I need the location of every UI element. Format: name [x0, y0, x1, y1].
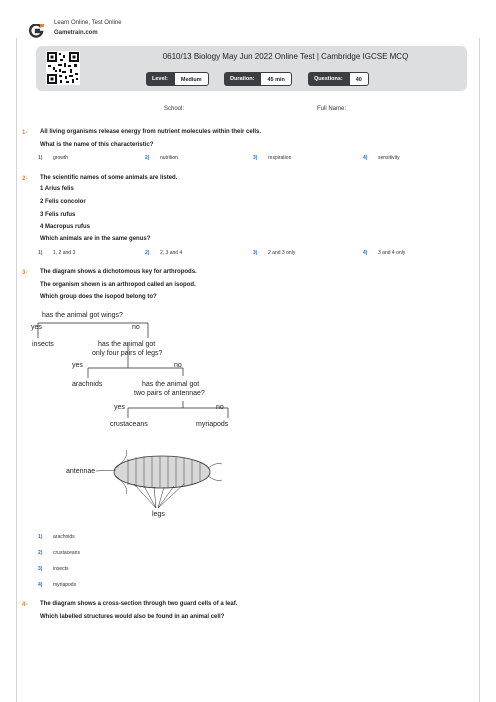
- duration-pill: [224, 72, 292, 86]
- key-question-antennae-2: two pairs of antennae?: [134, 390, 205, 397]
- key-question-legs-2: only four pairs of legs?: [92, 350, 163, 357]
- question-2-text: 1 Arius felis: [40, 186, 74, 192]
- brand-site[interactable]: Gametrain.com: [54, 30, 98, 36]
- isopod-body-icon: [114, 450, 222, 494]
- q1-option-3[interactable]: respiration: [268, 155, 292, 161]
- qr-code-icon: [46, 51, 80, 85]
- q1-option-1[interactable]: growth: [53, 155, 69, 161]
- q1-option-2-number[interactable]: 2): [145, 155, 150, 161]
- key-question-legs-1: has the animal got: [98, 341, 156, 348]
- question-3-text: The diagram shows a dichotomous key for arthropods.: [40, 269, 197, 275]
- test-header: [36, 46, 467, 91]
- isopod-diagram: [60, 446, 235, 520]
- question-4-text: Which labelled structures would also be found in an animal cell?: [40, 614, 225, 620]
- q3-option-1-number[interactable]: 1): [38, 534, 43, 540]
- question-2-text: 4 Macropus rufus: [40, 224, 91, 230]
- question-1-number: 1-: [22, 130, 28, 136]
- q3-option-4-number[interactable]: 4): [38, 582, 43, 588]
- q2-option-4-number[interactable]: 4): [363, 250, 368, 256]
- duration-label: Duration:: [224, 72, 260, 86]
- school-field[interactable]: School:: [164, 106, 185, 112]
- duration-value: 45 min: [260, 72, 291, 86]
- full-name-field[interactable]: Full Name:: [317, 106, 347, 112]
- key-yes-3: yes: [114, 404, 125, 411]
- key-question-wings: has the animal got wings?: [42, 312, 123, 319]
- key-insects: insects: [32, 341, 54, 348]
- questions-label: Questions:: [308, 72, 349, 86]
- question-2-text: 2 Felis concolor: [40, 199, 86, 205]
- question-4-text: The diagram shows a cross-section through two guard cells of a leaf.: [40, 601, 238, 607]
- q1-option-1-number[interactable]: 1): [38, 155, 43, 161]
- isopod-antennae-label: antennae: [66, 468, 96, 475]
- q3-option-2[interactable]: crustaceans: [53, 550, 80, 556]
- q1-option-4[interactable]: sensitivity: [378, 155, 400, 161]
- question-4-number: 4-: [22, 602, 28, 608]
- q3-option-3-number[interactable]: 3): [38, 566, 43, 572]
- question-2-text: Which animals are in the same genus?: [40, 236, 151, 242]
- questions-pill: [308, 72, 369, 86]
- dichotomous-key-diagram: [28, 308, 248, 438]
- q3-option-4[interactable]: myriapods: [53, 582, 77, 588]
- question-3-text: Which group does the isopod belong to?: [40, 294, 157, 300]
- q2-option-3-number[interactable]: 3): [253, 250, 258, 256]
- q3-option-3[interactable]: insects: [53, 566, 69, 572]
- key-no-2: no: [174, 362, 182, 369]
- question-3-number: 3-: [22, 270, 28, 276]
- question-2-text: The scientific names of some animals are listed.: [40, 175, 178, 181]
- q2-option-2[interactable]: 2, 3 and 4: [160, 250, 183, 256]
- question-2-number: 2-: [22, 176, 28, 182]
- level-label: Level:: [146, 72, 174, 86]
- gametrain-logo-icon: [28, 24, 44, 38]
- q3-option-2-number[interactable]: 2): [38, 550, 43, 556]
- q1-option-3-number[interactable]: 3): [253, 155, 258, 161]
- q2-option-1[interactable]: 1, 2 and 3: [53, 250, 76, 256]
- question-1-text: All living organisms release energy from nutrient molecules within their cells.: [40, 129, 262, 135]
- question-1-text: What is the name of this characteristic?: [40, 142, 154, 148]
- q1-option-2[interactable]: nutrition: [160, 155, 178, 161]
- q2-option-2-number[interactable]: 2): [145, 250, 150, 256]
- q2-option-1-number[interactable]: 1): [38, 250, 43, 256]
- key-no-3: no: [216, 404, 224, 411]
- isopod-legs-label: legs: [152, 511, 165, 518]
- key-crustaceans: crustaceans: [110, 421, 148, 428]
- level-value: Medium: [174, 72, 209, 86]
- q3-option-1[interactable]: arachnids: [53, 534, 75, 540]
- q2-option-4[interactable]: 3 and 4 only: [378, 250, 406, 256]
- key-no-1: no: [132, 324, 140, 331]
- key-arachnids: arachnids: [72, 381, 103, 388]
- question-2-text: 3 Felis rufus: [40, 212, 76, 218]
- key-yes-2: yes: [72, 362, 83, 369]
- key-question-antennae-1: has the animal got: [142, 381, 200, 388]
- level-pill: [146, 72, 209, 86]
- question-3-text: The organism shown is an arthropod called an isopod.: [40, 282, 196, 288]
- q2-option-3[interactable]: 2 and 3 only: [268, 250, 296, 256]
- key-yes-1: yes: [31, 324, 42, 331]
- key-myriapods: myriapods: [196, 421, 229, 428]
- test-title: 0610/13 Biology May Jun 2022 Online Test | Cambridge IGCSE MCQ: [162, 52, 409, 61]
- q1-option-4-number[interactable]: 4): [363, 155, 368, 161]
- questions-value: 40: [349, 72, 369, 86]
- brand-tagline: Learn Online, Test Online: [54, 20, 122, 26]
